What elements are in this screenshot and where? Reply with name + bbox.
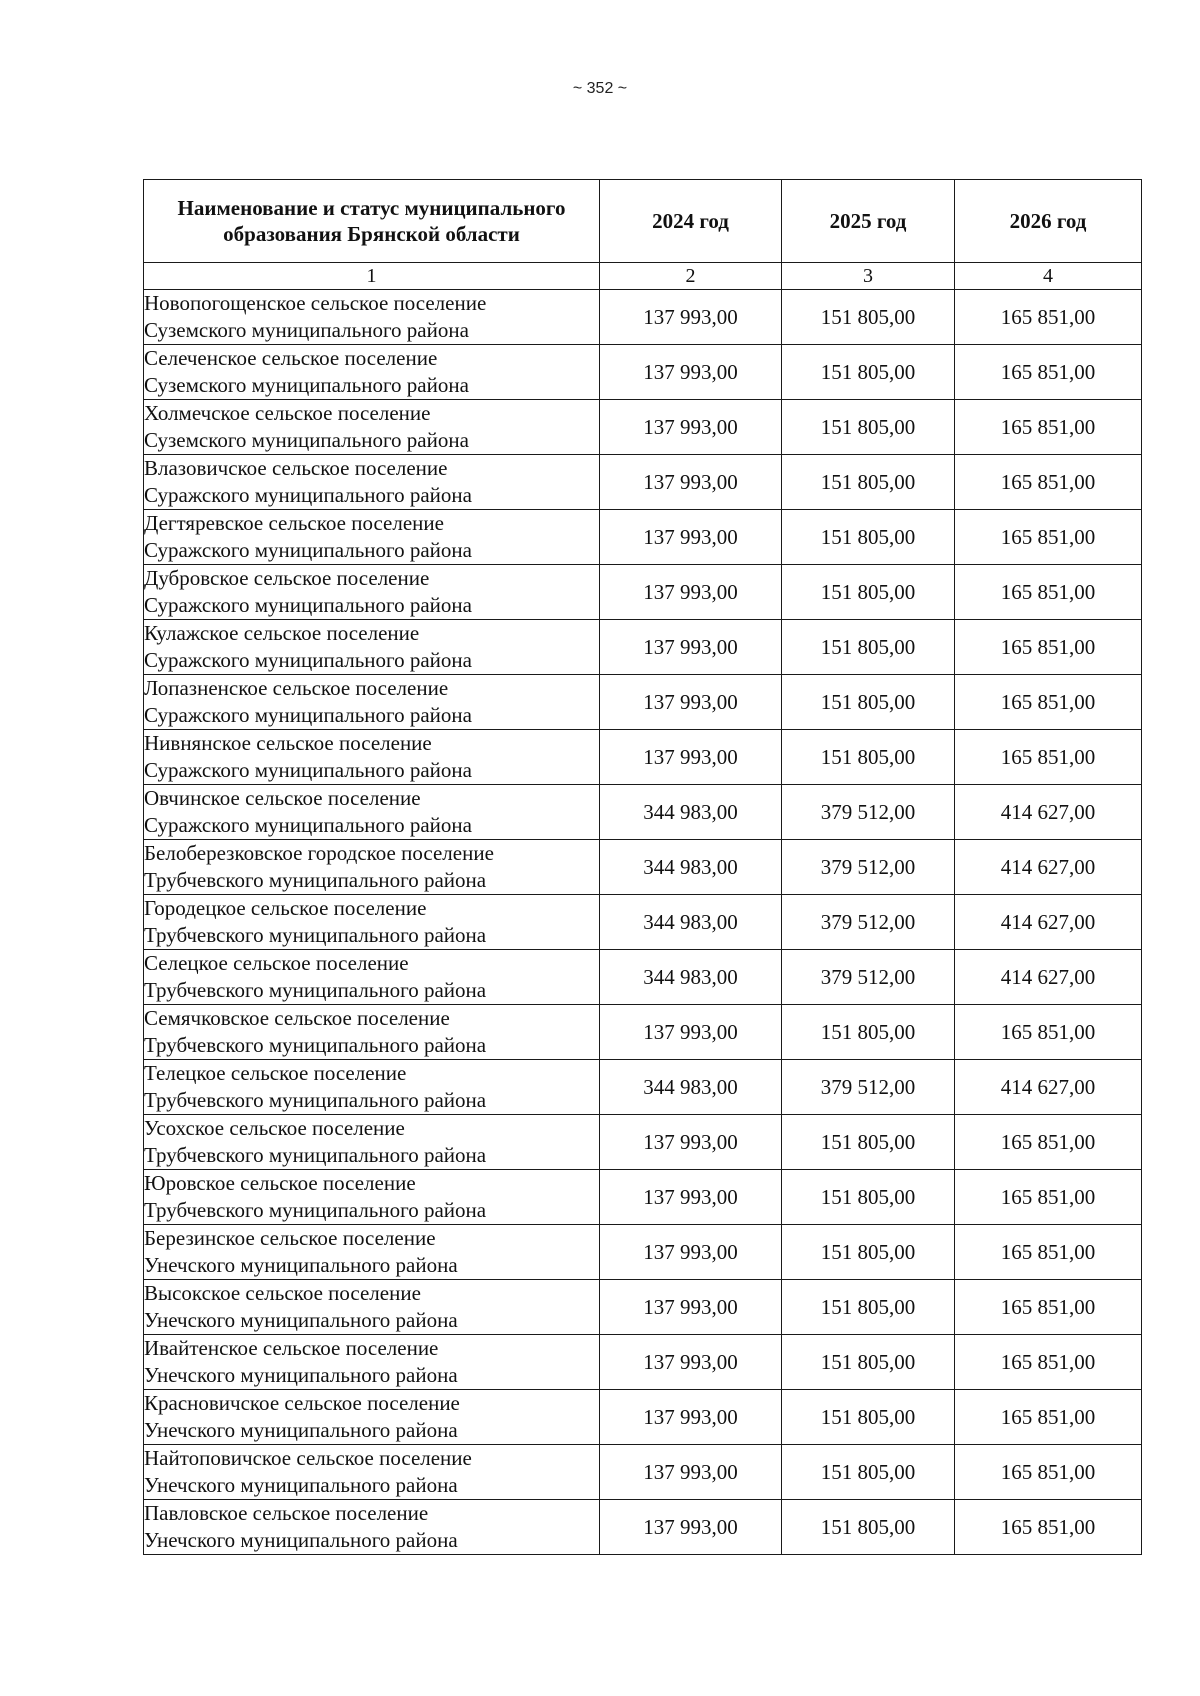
table-row xyxy=(144,1445,1142,1500)
amount-2024: 137 993,00 xyxy=(600,1170,782,1225)
district-name: Трубчевского муниципального района xyxy=(144,978,487,1002)
amount-2024: 344 983,00 xyxy=(600,1060,782,1115)
municipality-name-cell xyxy=(144,1060,600,1115)
header-2026: 2026 год xyxy=(955,180,1142,263)
header-2025: 2025 год xyxy=(782,180,955,263)
amount-2024: 137 993,00 xyxy=(600,675,782,730)
table-row xyxy=(144,345,1142,400)
amount-2025: 151 805,00 xyxy=(782,1445,955,1500)
amount-2026: 165 851,00 xyxy=(955,1335,1142,1390)
district-name: Суражского муниципального района xyxy=(144,813,472,837)
amount-2026: 165 851,00 xyxy=(955,1445,1142,1500)
amount-2026: 165 851,00 xyxy=(955,400,1142,455)
amount-2026: 414 627,00 xyxy=(955,1060,1142,1115)
header-2024: 2024 год xyxy=(600,180,782,263)
municipality-name-cell xyxy=(144,895,600,950)
amount-2025: 151 805,00 xyxy=(782,510,955,565)
municipality-name-cell xyxy=(144,290,600,345)
district-name: Суражского муниципального района xyxy=(144,483,472,507)
amount-2025: 151 805,00 xyxy=(782,1005,955,1060)
district-name: Унечского муниципального района xyxy=(144,1363,458,1387)
municipality-name-cell xyxy=(144,400,600,455)
column-number-3: 3 xyxy=(782,263,955,290)
table-row xyxy=(144,950,1142,1005)
budget-table xyxy=(143,179,1142,1555)
municipality-name: Юровское сельское поселение xyxy=(144,1171,416,1195)
table-row xyxy=(144,620,1142,675)
amount-2025: 151 805,00 xyxy=(782,455,955,510)
amount-2026: 165 851,00 xyxy=(955,620,1142,675)
amount-2024: 137 993,00 xyxy=(600,1445,782,1500)
amount-2025: 151 805,00 xyxy=(782,1115,955,1170)
table-row xyxy=(144,1500,1142,1555)
municipality-name: Влазовичское сельское поселение xyxy=(144,456,448,480)
amount-2025: 151 805,00 xyxy=(782,1390,955,1445)
amount-2025: 151 805,00 xyxy=(782,1280,955,1335)
amount-2024: 137 993,00 xyxy=(600,730,782,785)
table-row xyxy=(144,1280,1142,1335)
district-name: Суражского муниципального района xyxy=(144,538,472,562)
table-row xyxy=(144,1005,1142,1060)
municipality-name-cell xyxy=(144,730,600,785)
municipality-name-cell xyxy=(144,950,600,1005)
amount-2026: 165 851,00 xyxy=(955,1280,1142,1335)
district-name: Суземского муниципального района xyxy=(144,318,469,342)
table-row xyxy=(144,510,1142,565)
municipality-name: Нивнянское сельское поселение xyxy=(144,731,432,755)
municipality-name: Новопогощенское сельское поселение xyxy=(144,291,487,315)
municipality-name: Высокское сельское поселение xyxy=(144,1281,421,1305)
table-row xyxy=(144,1390,1142,1445)
amount-2025: 151 805,00 xyxy=(782,1335,955,1390)
header-row xyxy=(144,180,1142,263)
table-row xyxy=(144,290,1142,345)
table-row xyxy=(144,400,1142,455)
municipality-name-cell xyxy=(144,1225,600,1280)
table-row xyxy=(144,1060,1142,1115)
district-name: Трубчевского муниципального района xyxy=(144,1033,487,1057)
amount-2024: 137 993,00 xyxy=(600,1115,782,1170)
district-name: Трубчевского муниципального района xyxy=(144,1143,487,1167)
amount-2024: 137 993,00 xyxy=(600,565,782,620)
amount-2024: 344 983,00 xyxy=(600,950,782,1005)
municipality-name: Семячковское сельское поселение xyxy=(144,1006,450,1030)
amount-2026: 165 851,00 xyxy=(955,345,1142,400)
municipality-name-cell xyxy=(144,1445,600,1500)
municipality-name: Холмечское сельское поселение xyxy=(144,401,431,425)
municipality-name-cell xyxy=(144,785,600,840)
table-row xyxy=(144,455,1142,510)
municipality-name-cell xyxy=(144,1390,600,1445)
district-name: Трубчевского муниципального района xyxy=(144,1198,487,1222)
header-name: Наименование и статус муниципального образования Брянской области xyxy=(144,180,600,263)
amount-2026: 165 851,00 xyxy=(955,290,1142,345)
amount-2026: 165 851,00 xyxy=(955,1170,1142,1225)
district-name: Суражского муниципального района xyxy=(144,703,472,727)
municipality-name-cell xyxy=(144,1170,600,1225)
amount-2025: 151 805,00 xyxy=(782,400,955,455)
municipality-name-cell xyxy=(144,1005,600,1060)
amount-2026: 165 851,00 xyxy=(955,1500,1142,1555)
amount-2024: 137 993,00 xyxy=(600,400,782,455)
amount-2026: 165 851,00 xyxy=(955,510,1142,565)
district-name: Унечского муниципального района xyxy=(144,1528,458,1552)
amount-2025: 379 512,00 xyxy=(782,895,955,950)
table-row xyxy=(144,1225,1142,1280)
amount-2024: 137 993,00 xyxy=(600,290,782,345)
district-name: Унечского муниципального района xyxy=(144,1473,458,1497)
municipality-name-cell xyxy=(144,1500,600,1555)
table-row xyxy=(144,730,1142,785)
amount-2025: 151 805,00 xyxy=(782,290,955,345)
municipality-name-cell xyxy=(144,620,600,675)
amount-2026: 414 627,00 xyxy=(955,785,1142,840)
municipality-name-cell xyxy=(144,675,600,730)
amount-2024: 344 983,00 xyxy=(600,895,782,950)
district-name: Суражского муниципального района xyxy=(144,593,472,617)
amount-2025: 379 512,00 xyxy=(782,840,955,895)
table-row xyxy=(144,1115,1142,1170)
amount-2026: 165 851,00 xyxy=(955,1390,1142,1445)
amount-2024: 137 993,00 xyxy=(600,510,782,565)
table-row xyxy=(144,1335,1142,1390)
amount-2026: 414 627,00 xyxy=(955,950,1142,1005)
amount-2026: 165 851,00 xyxy=(955,1115,1142,1170)
district-name: Суражского муниципального района xyxy=(144,648,472,672)
municipality-name: Павловское сельское поселение xyxy=(144,1501,429,1525)
amount-2026: 165 851,00 xyxy=(955,1005,1142,1060)
amount-2026: 414 627,00 xyxy=(955,840,1142,895)
municipality-name: Дубровское сельское поселение xyxy=(144,566,430,590)
municipality-name: Найтоповичское сельское поселение xyxy=(144,1446,472,1470)
municipality-name: Усохское сельское поселение xyxy=(144,1116,405,1140)
amount-2024: 344 983,00 xyxy=(600,840,782,895)
municipality-name: Ивайтенское сельское поселение xyxy=(144,1336,439,1360)
amount-2024: 137 993,00 xyxy=(600,1005,782,1060)
municipality-name: Дегтяревское сельское поселение xyxy=(144,511,444,535)
amount-2026: 165 851,00 xyxy=(955,1225,1142,1280)
amount-2024: 137 993,00 xyxy=(600,620,782,675)
municipality-name-cell xyxy=(144,510,600,565)
table-row xyxy=(144,895,1142,950)
column-number-1: 1 xyxy=(144,263,600,290)
municipality-name: Телецкое сельское поселение xyxy=(144,1061,407,1085)
amount-2024: 137 993,00 xyxy=(600,1280,782,1335)
amount-2025: 379 512,00 xyxy=(782,950,955,1005)
table-row xyxy=(144,1170,1142,1225)
amount-2025: 151 805,00 xyxy=(782,1500,955,1555)
amount-2025: 151 805,00 xyxy=(782,1225,955,1280)
table-row xyxy=(144,675,1142,730)
district-name: Суземского муниципального района xyxy=(144,428,469,452)
municipality-name-cell xyxy=(144,455,600,510)
municipality-name: Лопазненское сельское поселение xyxy=(144,676,449,700)
district-name: Трубчевского муниципального района xyxy=(144,868,487,892)
district-name: Суражского муниципального района xyxy=(144,758,472,782)
amount-2025: 379 512,00 xyxy=(782,785,955,840)
municipality-name: Березинское сельское поселение xyxy=(144,1226,436,1250)
table-row xyxy=(144,565,1142,620)
district-name: Унечского муниципального района xyxy=(144,1253,458,1277)
municipality-name: Городецкое сельское поселение xyxy=(144,896,427,920)
municipality-name-cell xyxy=(144,345,600,400)
municipality-name: Селеченское сельское поселение xyxy=(144,346,438,370)
amount-2025: 151 805,00 xyxy=(782,675,955,730)
municipality-name-cell xyxy=(144,565,600,620)
column-number-2: 2 xyxy=(600,263,782,290)
district-name: Трубчевского муниципального района xyxy=(144,1088,487,1112)
amount-2025: 151 805,00 xyxy=(782,730,955,785)
amount-2025: 151 805,00 xyxy=(782,345,955,400)
municipality-name-cell xyxy=(144,1335,600,1390)
amount-2024: 137 993,00 xyxy=(600,1500,782,1555)
district-name: Трубчевского муниципального района xyxy=(144,923,487,947)
amount-2024: 137 993,00 xyxy=(600,345,782,400)
column-number-4: 4 xyxy=(955,263,1142,290)
municipality-name-cell xyxy=(144,1280,600,1335)
column-number-row xyxy=(144,263,1142,290)
amount-2026: 165 851,00 xyxy=(955,565,1142,620)
amount-2025: 151 805,00 xyxy=(782,620,955,675)
municipality-name-cell xyxy=(144,840,600,895)
amount-2024: 137 993,00 xyxy=(600,1335,782,1390)
amount-2024: 137 993,00 xyxy=(600,1225,782,1280)
page-number: ~ 352 ~ xyxy=(572,80,628,97)
amount-2026: 165 851,00 xyxy=(955,455,1142,510)
amount-2024: 137 993,00 xyxy=(600,455,782,510)
municipality-name: Белоберезковское городское поселение xyxy=(144,841,494,865)
municipality-name: Овчинское сельское поселение xyxy=(144,786,421,810)
amount-2026: 165 851,00 xyxy=(955,675,1142,730)
amount-2025: 151 805,00 xyxy=(782,1170,955,1225)
district-name: Унечского муниципального района xyxy=(144,1418,458,1442)
table-row xyxy=(144,840,1142,895)
amount-2026: 414 627,00 xyxy=(955,895,1142,950)
municipality-name: Красновичское сельское поселение xyxy=(144,1391,460,1415)
amount-2026: 165 851,00 xyxy=(955,730,1142,785)
amount-2025: 379 512,00 xyxy=(782,1060,955,1115)
district-name: Унечского муниципального района xyxy=(144,1308,458,1332)
municipality-name: Селецкое сельское поселение xyxy=(144,951,409,975)
amount-2025: 151 805,00 xyxy=(782,565,955,620)
amount-2024: 344 983,00 xyxy=(600,785,782,840)
district-name: Суземского муниципального района xyxy=(144,373,469,397)
municipality-name: Кулажское сельское поселение xyxy=(144,621,420,645)
amount-2024: 137 993,00 xyxy=(600,1390,782,1445)
table-row xyxy=(144,785,1142,840)
municipality-name-cell xyxy=(144,1115,600,1170)
